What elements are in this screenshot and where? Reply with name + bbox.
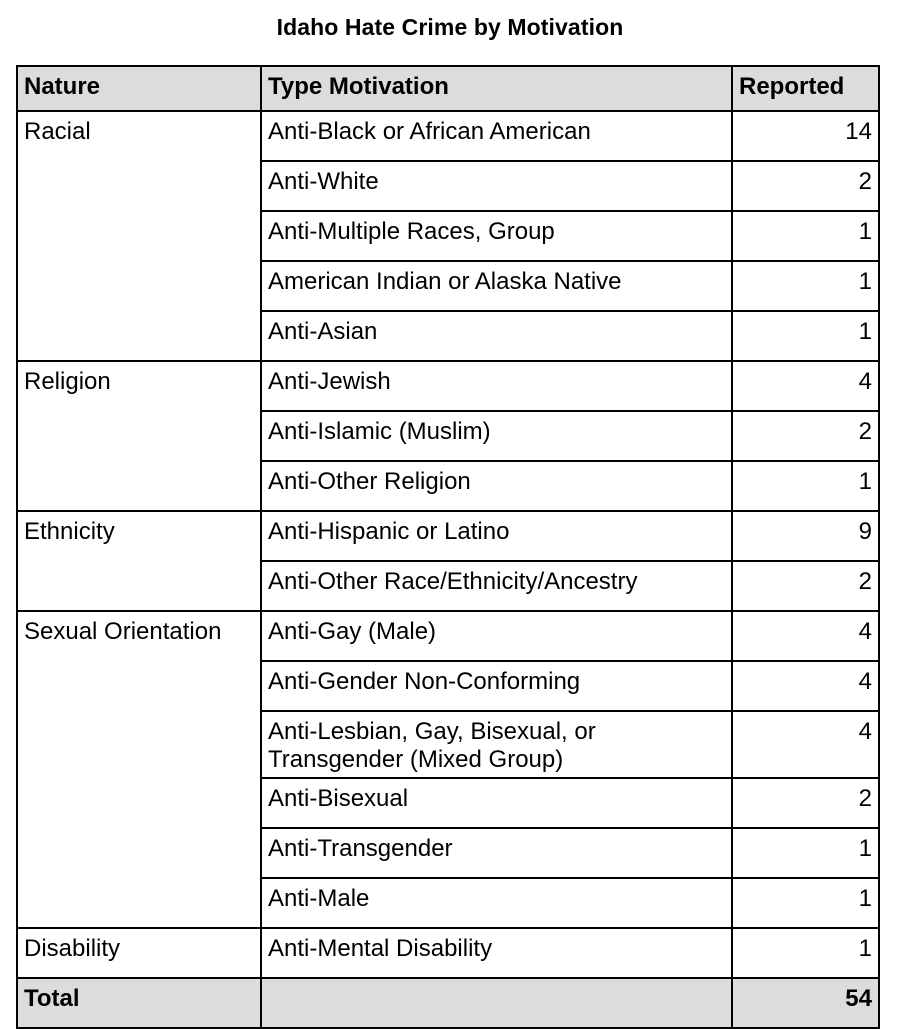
type-cell: Anti-Islamic (Muslim) (261, 411, 732, 461)
type-cell: Anti-Jewish (261, 361, 732, 411)
type-cell: Anti-Multiple Races, Group (261, 211, 732, 261)
type-cell: Anti-Mental Disability (261, 928, 732, 978)
type-cell: Anti-Black or African American (261, 111, 732, 161)
reported-cell: 4 (732, 361, 879, 411)
header-nature: Nature (17, 66, 261, 111)
total-label: Total (17, 978, 261, 1028)
reported-cell: 1 (732, 261, 879, 311)
table-row (17, 111, 879, 161)
reported-cell: 2 (732, 561, 879, 611)
type-cell: Anti-White (261, 161, 732, 211)
total-empty-cell (261, 978, 732, 1028)
nature-cell: Ethnicity (17, 511, 261, 611)
reported-cell: 4 (732, 661, 879, 711)
reported-cell: 14 (732, 111, 879, 161)
reported-cell: 1 (732, 828, 879, 878)
table-row (17, 611, 879, 661)
reported-cell: 1 (732, 211, 879, 261)
type-cell: Anti-Transgender (261, 828, 732, 878)
hate-crime-table (16, 65, 880, 1029)
table-row (17, 511, 879, 561)
type-cell: Anti-Bisexual (261, 778, 732, 828)
type-cell: Anti-Hispanic or Latino (261, 511, 732, 561)
type-cell: Anti-Other Religion (261, 461, 732, 511)
reported-cell: 1 (732, 311, 879, 361)
type-cell: Anti-Other Race/Ethnicity/Ancestry (261, 561, 732, 611)
reported-cell: 1 (732, 461, 879, 511)
nature-cell: Religion (17, 361, 261, 511)
type-cell: Anti-Gay (Male) (261, 611, 732, 661)
reported-cell: 1 (732, 878, 879, 928)
type-cell: Anti-Asian (261, 311, 732, 361)
header-row (17, 66, 879, 111)
reported-cell: 2 (732, 778, 879, 828)
reported-cell: 4 (732, 711, 879, 778)
table-body (17, 111, 879, 1028)
type-cell: Anti-Lesbian, Gay, Bisexual, or Transgender (Mixed Group) (261, 711, 732, 778)
nature-cell: Racial (17, 111, 261, 361)
header-reported: Reported (732, 66, 879, 111)
total-reported: 54 (732, 978, 879, 1028)
reported-cell: 9 (732, 511, 879, 561)
page-title: Idaho Hate Crime by Motivation (276, 14, 624, 40)
nature-cell: Sexual Orientation (17, 611, 261, 928)
reported-cell: 2 (732, 161, 879, 211)
table-row (17, 361, 879, 411)
nature-cell: Disability (17, 928, 261, 978)
reported-cell: 2 (732, 411, 879, 461)
reported-cell: 1 (732, 928, 879, 978)
header-type-motivation: Type Motivation (261, 66, 732, 111)
type-cell: Anti-Male (261, 878, 732, 928)
type-cell: American Indian or Alaska Native (261, 261, 732, 311)
table-row (17, 928, 879, 978)
type-cell: Anti-Gender Non-Conforming (261, 661, 732, 711)
reported-cell: 4 (732, 611, 879, 661)
total-row (17, 978, 879, 1028)
